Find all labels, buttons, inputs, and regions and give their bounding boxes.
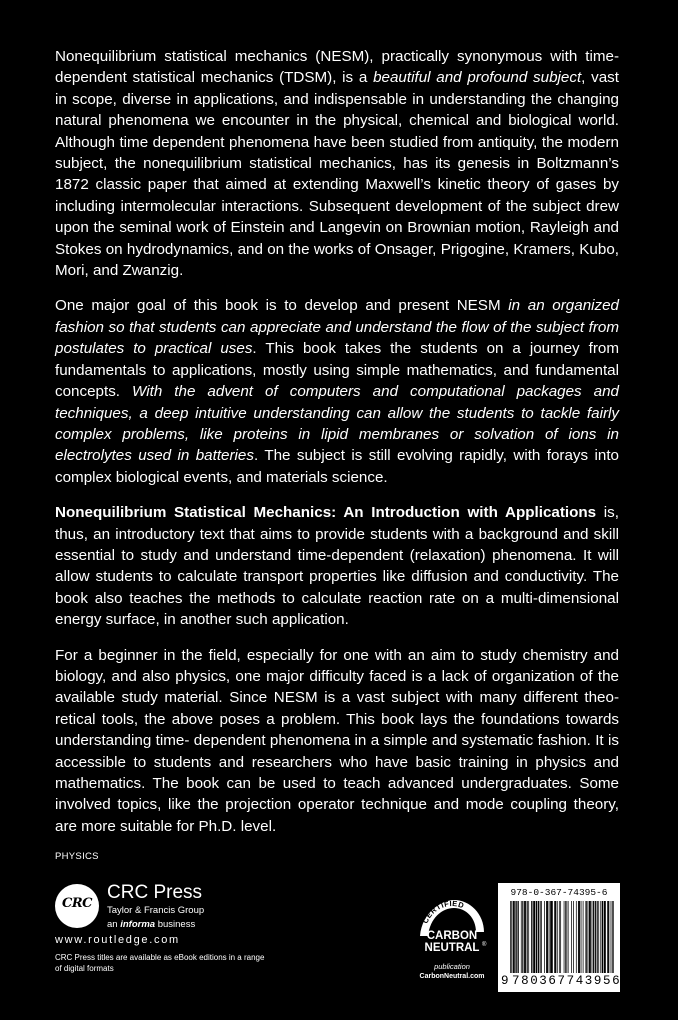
- barcode-bar: [534, 901, 535, 973]
- barcode-bar: [533, 901, 534, 973]
- isbn-barcode: [498, 883, 620, 992]
- barcode-bar: [590, 901, 591, 973]
- barcode-bar: [605, 901, 606, 973]
- back-cover-blurb: [55, 46, 619, 851]
- barcode-bar: [571, 901, 572, 973]
- crc-logo-icon: [55, 884, 99, 928]
- carbon-neutral-badge: [412, 892, 492, 992]
- barcode-bar: [576, 901, 577, 973]
- barcode-bar: [551, 901, 552, 973]
- book-title-inline: Nonequilibrium Statistical Mechanics: An Introduction with Applications: [55, 504, 597, 522]
- isbn-number: 978-0-367-74395-6: [510, 887, 608, 898]
- barcode-bar: [527, 901, 528, 973]
- barcode-bar: [573, 901, 574, 973]
- barcode-bar: [608, 901, 609, 973]
- barcode-bar: [550, 901, 551, 973]
- barcode-bar: [568, 901, 569, 973]
- business-prefix: an: [107, 919, 121, 930]
- barcode-bar: [564, 901, 565, 973]
- subject-category: PHYSICS: [55, 851, 99, 862]
- barcode-bars: [510, 901, 614, 973]
- barcode-bar: [592, 901, 593, 973]
- barcode-bar: [559, 901, 560, 973]
- barcode-bar: [547, 901, 548, 973]
- barcode-bar: [526, 901, 527, 973]
- barcode-bar: [578, 901, 579, 973]
- barcode-bar: [611, 901, 612, 973]
- barcode-bar: [515, 901, 516, 973]
- barcode-bar: [589, 901, 590, 973]
- blurb-text: . This book takes the students on a journey from fundamentals to applications, mostly using simple mathematics, and fundamental concepts.: [55, 340, 619, 401]
- barcode-bar: [596, 901, 597, 973]
- blurb-paragraph-1: [55, 46, 619, 281]
- barcode-bar: [514, 901, 515, 973]
- barcode-bar: [524, 901, 525, 973]
- cn-line1: CARBON: [426, 930, 478, 942]
- barcode-bar: [602, 901, 603, 973]
- barcode-bar: [597, 901, 598, 973]
- ean-lead-digit: 9: [501, 974, 509, 988]
- publisher-group: Taylor & Francis Group: [107, 905, 205, 916]
- blurb-paragraph-3: [55, 502, 619, 630]
- blurb-text: One major goal of this book is to develop and present NESM: [55, 297, 509, 315]
- barcode-bar: [609, 901, 610, 973]
- publisher-business: [107, 919, 195, 930]
- ean-digit-group: 780367743956: [512, 974, 622, 988]
- barcode-bar: [581, 901, 582, 973]
- barcode-bar: [513, 901, 514, 973]
- barcode-bar: [513, 901, 514, 973]
- cn-certified: CERTIFIED: [420, 898, 466, 925]
- barcode-bar: [539, 901, 540, 973]
- blurb-paragraph-2: [55, 295, 619, 488]
- barcode-bar: [528, 901, 529, 973]
- crc-logo-text: CRC: [62, 896, 92, 911]
- barcode-bar: [579, 901, 580, 973]
- barcode-bar: [531, 901, 532, 973]
- ean-digits: [498, 974, 620, 990]
- blurb-emphasis: beautiful and profound subject: [373, 69, 582, 87]
- barcode-bar: [525, 901, 526, 973]
- blurb-emphasis: With the advent of computers and computational packages and techniques, a deep intuitive understanding can allow the students to tackle fairly complex problems, like proteins in lipid membranes or solvation of ions in electrolytes used in batteries: [55, 383, 619, 465]
- blurb-text: , vast in scope, diverse in applications, and indispensable in understanding the changing natural phenomena we encounter in the physical, chemical and biological world. Although time dependent phenomena have been studied from antiquity, the modern subject, the nonequilibrium statistical mechanics, has its genesis in Boltzmann’s 1872 classic paper that aimed at extending Maxwell’s kinetic theory of gases by including intermolecular interactions. Subsequent development of the subject drew upon the seminal work of Einstein and Langevin on Brownian motion, Rayleigh and Stokes on hydrodynamics, and on the works of Onsager, Prigogine, Kramers, Kubo, Mori, and Zwanzig.: [55, 69, 619, 280]
- carbon-neutral-icon: [412, 892, 492, 962]
- business-bold: informa: [120, 919, 156, 930]
- ebook-note: CRC Press titles are available as eBook editions in a range of digital formats: [55, 953, 265, 973]
- barcode-bar: [613, 901, 614, 973]
- barcode-bar: [538, 901, 539, 973]
- barcode-bar: [551, 901, 552, 973]
- barcode-bar: [583, 901, 584, 973]
- barcode-bar: [552, 901, 553, 973]
- barcode-bar: [549, 901, 550, 973]
- publisher-name: CRC Press: [107, 882, 203, 903]
- cn-line2: NEUTRAL: [424, 942, 480, 954]
- barcode-bar: [517, 901, 518, 973]
- barcode-bar: [598, 901, 599, 973]
- barcode-bar: [546, 901, 547, 973]
- barcode-bar: [532, 901, 533, 973]
- blurb-text: . The subject is still evolving rapidly, with forays into complex biological events, and materials science.: [55, 447, 619, 486]
- barcode-bar: [554, 901, 555, 973]
- barcode-bar: [602, 901, 603, 973]
- barcode-bar: [566, 901, 567, 973]
- blurb-emphasis: in an organized fashion so that students can appreciate and understand the flow of the subject from postulates to practical uses: [55, 297, 620, 358]
- barcode-bar: [600, 901, 601, 973]
- barcode-bar: [585, 901, 586, 973]
- barcode-bar: [560, 901, 561, 973]
- barcode-bar: [595, 901, 596, 973]
- cn-url: CarbonNeutral.com: [419, 973, 485, 980]
- barcode-bar: [556, 901, 557, 973]
- barcode-bar: [590, 901, 591, 973]
- barcode-bar: [604, 901, 605, 973]
- blurb-text: is, thus, an introductory text that aims to provide students with a background and skill essential to study and understand time-dependent (relaxation) phenomena. It will allow students to calculate transport properties like diffusion and conductivity. The book also teaches the methods to calculate reaction rate on a multi-dimensional energy surface, in another such application.: [55, 504, 619, 629]
- barcode-bar: [555, 901, 556, 973]
- barcode-bar: [586, 901, 587, 973]
- publisher-block: [55, 879, 315, 989]
- barcode-bar: [593, 901, 594, 973]
- cn-reg: ®: [482, 942, 487, 948]
- barcode-bar: [594, 901, 595, 973]
- barcode-bar: [516, 901, 517, 973]
- barcode-bar: [547, 901, 548, 973]
- publisher-url[interactable]: www.routledge.com: [55, 934, 180, 946]
- barcode-bar: [537, 901, 538, 973]
- barcode-bar: [518, 901, 519, 973]
- barcode-bar: [565, 901, 566, 973]
- barcode-bar: [541, 901, 542, 973]
- barcode-bar: [612, 901, 613, 973]
- barcode-bar: [604, 901, 605, 973]
- barcode-bar: [607, 901, 608, 973]
- barcode-bar: [510, 901, 511, 973]
- barcode-bar: [544, 901, 545, 973]
- barcode-bar: [557, 901, 558, 973]
- cn-publication: publication: [434, 962, 470, 971]
- barcode-bar: [540, 901, 541, 973]
- barcode-bar: [524, 901, 525, 973]
- barcode-bar: [522, 901, 523, 973]
- barcode-bar: [511, 901, 512, 973]
- barcode-bar: [521, 901, 522, 973]
- barcode-bar: [587, 901, 588, 973]
- business-suffix: business: [155, 919, 196, 930]
- blurb-text: Nonequilibrium statistical mechanics (NESM), practically synonymous with time-dependent statistical mechanics (TDSM), is a: [55, 48, 619, 87]
- barcode-bar: [534, 901, 535, 973]
- barcode-bar: [579, 901, 580, 973]
- barcode-bar: [536, 901, 537, 973]
- blurb-paragraph-4: For a beginner in the field, especially for one with an aim to study chemistry and biology, and also physics, one major difficulty faced is a lack of organization of the available study material. Since NESM is a vast subject with many different theoretical tools, the above poses a problem. This book lays the foundations towards understanding time- dependent phenomena in a simple and systematic fashion. It is accessible to students and researchers who have basic training in physics and mathematics. The book can be used to teach advanced undergraduates. Some involved topics, like the projection operator technique and mode coupling theory, are more suitable for Ph.D. level.: [55, 646, 619, 835]
